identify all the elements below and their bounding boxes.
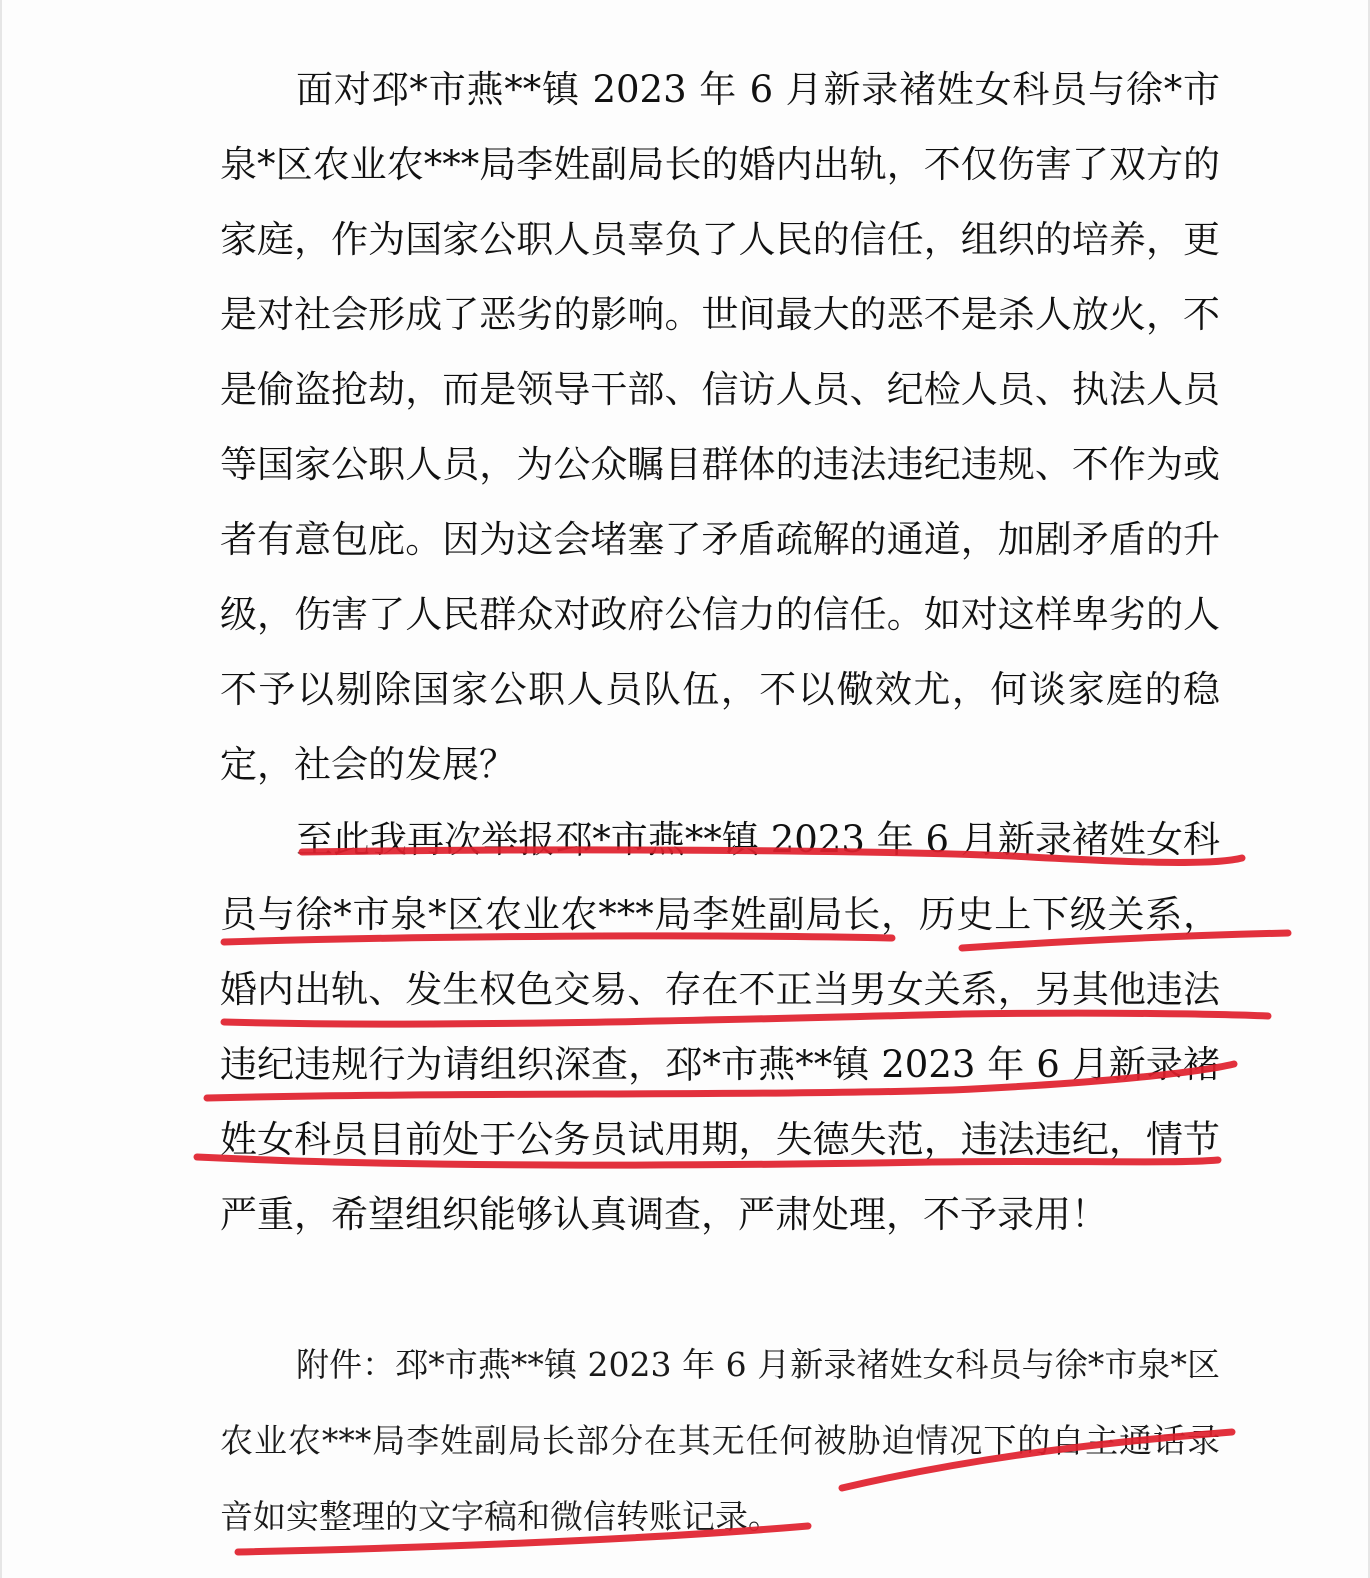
body-paragraph-1 [220, 52, 1220, 802]
paragraph-text-2: 至此我再次举报邳*市燕**镇 2023 年 6 月新录褚姓女科员与徐*市泉*区农业农***局李姓副局长，历史上下级关系，婚内出轨、发生权色交易、存在不正当男女关系，另其他违法违纪违规行为请组织深查，邳*市燕**镇 2023 年 6 月新录褚姓女科员目前处于公务员试用期，失德失范，违法违纪，情节严重，希望组织能够认真调查，严肃处理，不予录用！ [220, 818, 1220, 1236]
paragraph-text-1: 面对邳*市燕**镇 2023 年 6 月新录褚姓女科员与徐*市泉*区农业农***局李姓副局长的婚内出轨，不仅伤害了双方的家庭，作为国家公职人员辜负了人民的信任，组织的培养，更是对社会形成了恶劣的影响。世间最大的恶不是杀人放火，不是偷盗抢劫，而是领导干部、信访人员、纪检人员、执法人员等国家公职人员，为公众瞩目群体的违法违纪违规、不作为或者有意包庇。因为这会堵塞了矛盾疏解的通道，加剧矛盾的升级，伤害了人民群众对政府公信力的信任。如对这样卑劣的人不予以剔除国家公职人员队伍，不以儆效尤，何谈家庭的稳定，社会的发展？ [220, 68, 1220, 786]
body-paragraph-2 [220, 802, 1220, 1252]
attachment-note [220, 1327, 1220, 1555]
attachment-text: 附件：邳*市燕**镇 2023 年 6 月新录褚姓女科员与徐*市泉*区农业农***局李姓副局长部分在其无任何被胁迫情况下的自主通话录音如实整理的文字稿和微信转账记录。 [220, 1345, 1220, 1536]
